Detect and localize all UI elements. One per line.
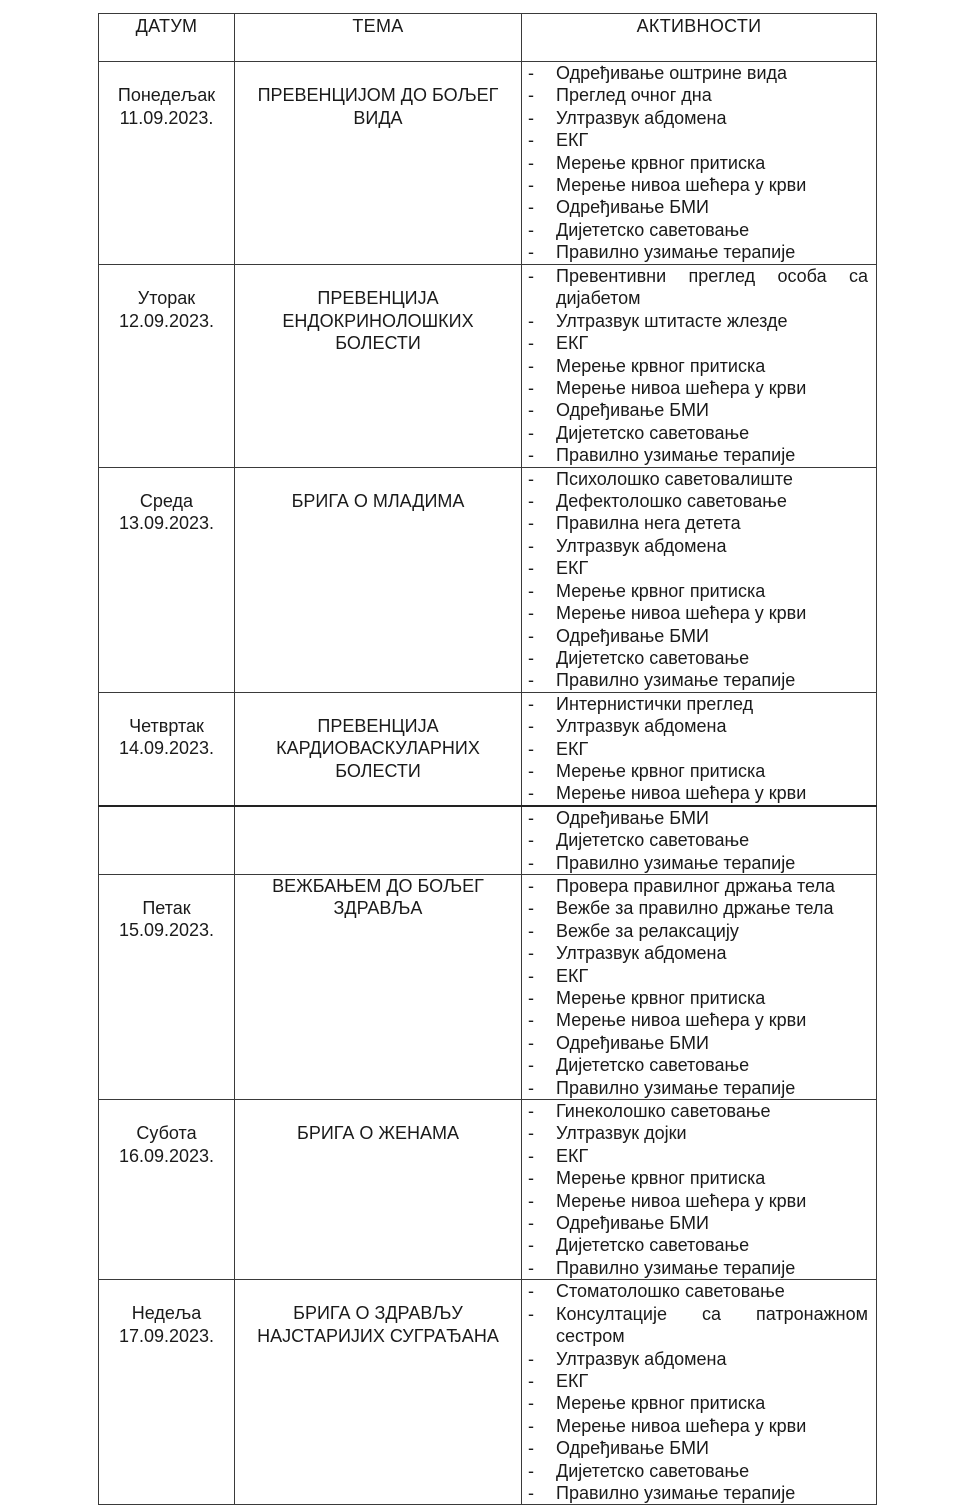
activity-text: Дијететско саветовање bbox=[556, 219, 750, 240]
activity-item bbox=[526, 512, 868, 534]
date-value: 16.09.2023. bbox=[118, 1145, 215, 1166]
activity-item bbox=[526, 987, 868, 1009]
bullet-dash: - bbox=[528, 1055, 534, 1076]
schedule-row bbox=[99, 1100, 877, 1280]
activity-text: Дефектолошко саветовање bbox=[556, 491, 787, 512]
bullet-dash: - bbox=[528, 558, 534, 579]
bullet-dash: - bbox=[528, 783, 534, 804]
bullet-dash: - bbox=[528, 920, 534, 941]
activity-item bbox=[526, 715, 868, 737]
activity-text: Одређивање БМИ bbox=[556, 1438, 709, 1459]
theme-title bbox=[235, 807, 521, 829]
activity-item bbox=[526, 422, 868, 444]
activity-text: Ултразвук абдомена bbox=[556, 107, 727, 128]
activity-item bbox=[526, 965, 868, 987]
activity-text: Одређивање БМИ bbox=[556, 1213, 709, 1234]
bullet-dash: - bbox=[528, 266, 534, 286]
activity-item bbox=[526, 829, 868, 851]
activity-item bbox=[526, 1009, 868, 1031]
activity-text: Одређивање БМИ bbox=[556, 1032, 709, 1053]
bullet-dash: - bbox=[528, 603, 534, 624]
bullet-dash: - bbox=[528, 535, 534, 556]
header-activities: АКТИВНОСТИ bbox=[522, 14, 877, 62]
bullet-dash: - bbox=[528, 830, 534, 851]
bullet-dash: - bbox=[528, 943, 534, 964]
bullet-dash: - bbox=[528, 1032, 534, 1053]
bullet-dash: - bbox=[528, 875, 534, 896]
bullet-dash: - bbox=[528, 422, 534, 443]
activity-item bbox=[526, 265, 868, 310]
activities-cell bbox=[522, 1100, 877, 1280]
activity-item bbox=[526, 602, 868, 624]
bullet-dash: - bbox=[528, 716, 534, 737]
bullet-dash: - bbox=[528, 1460, 534, 1481]
bullet-dash: - bbox=[528, 491, 534, 512]
day-name: Понедељак bbox=[117, 85, 216, 105]
schedule-row bbox=[99, 692, 877, 806]
bullet-dash: - bbox=[528, 580, 534, 601]
bullet-dash: - bbox=[528, 1438, 534, 1459]
activity-text: Мерење крвног притиска bbox=[556, 760, 766, 781]
activity-item bbox=[526, 444, 868, 466]
date-value: 15.09.2023. bbox=[118, 920, 215, 941]
schedule-body bbox=[99, 62, 877, 1505]
activity-item bbox=[526, 468, 868, 490]
activity-text: Дијететско саветовање bbox=[556, 1055, 750, 1076]
activity-text: ЕКГ bbox=[556, 965, 589, 986]
activity-text: Стоматолошко саветовање bbox=[556, 1281, 785, 1302]
activity-item bbox=[526, 1077, 868, 1099]
date-value: 12.09.2023. bbox=[118, 310, 215, 331]
activities-list bbox=[526, 62, 868, 264]
theme-title: БРИГА О МЛАДИМА bbox=[291, 490, 465, 511]
theme-title: ВЕЖБАЊЕМ ДО БОЉЕГ ЗДРАВЉА bbox=[272, 875, 484, 919]
activity-text: Вежбе за правилно држање тела bbox=[556, 898, 834, 919]
activity-item bbox=[526, 1460, 868, 1482]
activity-text: Мерење нивоа шећера у крви bbox=[556, 1190, 807, 1211]
activity-item bbox=[526, 535, 868, 557]
activity-item bbox=[526, 399, 868, 421]
activity-item bbox=[526, 557, 868, 579]
activity-item bbox=[526, 920, 868, 942]
bullet-dash: - bbox=[528, 152, 534, 173]
activity-text: Вежбе за релаксацију bbox=[556, 920, 739, 941]
schedule-row bbox=[99, 806, 877, 875]
activity-text: Гинеколошко саветовање bbox=[556, 1101, 771, 1122]
date-value: 11.09.2023. bbox=[119, 107, 214, 128]
activity-text: Одређивање оштрине вида bbox=[556, 63, 788, 83]
activity-text: Провера правилног држања тела bbox=[556, 875, 835, 896]
activities-cell bbox=[522, 265, 877, 468]
activity-text: Мерење крвног притиска bbox=[556, 580, 766, 601]
date-cell bbox=[99, 806, 235, 875]
theme-cell bbox=[235, 467, 522, 692]
date-cell bbox=[99, 874, 235, 1099]
bullet-dash: - bbox=[528, 1101, 534, 1122]
bullet-dash: - bbox=[528, 445, 534, 466]
activity-item bbox=[526, 1234, 868, 1256]
date-value: 14.09.2023. bbox=[118, 738, 215, 759]
bullet-dash: - bbox=[528, 1415, 534, 1436]
activity-text: Ултразвук абдомена bbox=[556, 1348, 727, 1369]
date-cell bbox=[99, 265, 235, 468]
bullet-dash: - bbox=[528, 1257, 534, 1278]
day-name: Четвртак bbox=[129, 715, 204, 736]
theme-title: БРИГА О ЗДРАВЉУ НАЈСТАРИЈИХ СУГРАЂАНА bbox=[257, 1303, 499, 1346]
activity-text: Мерење нивоа шећера у крви bbox=[556, 1415, 807, 1436]
bullet-dash: - bbox=[528, 647, 534, 668]
bullet-dash: - bbox=[528, 1010, 534, 1031]
theme-cell bbox=[235, 1100, 522, 1280]
date-cell bbox=[99, 62, 235, 265]
activities-list bbox=[526, 875, 868, 1099]
bullet-dash: - bbox=[528, 378, 534, 399]
activity-text: Одређивање БМИ bbox=[556, 400, 709, 421]
bullet-dash: - bbox=[528, 310, 534, 331]
date-cell bbox=[99, 467, 235, 692]
activity-item bbox=[526, 1212, 868, 1234]
bullet-dash: - bbox=[528, 898, 534, 919]
bullet-dash: - bbox=[528, 988, 534, 1008]
activity-item bbox=[526, 1054, 868, 1076]
activity-item bbox=[526, 693, 868, 715]
activity-item bbox=[526, 942, 868, 964]
activity-text: Преглед очног дна bbox=[556, 85, 712, 106]
bullet-dash: - bbox=[528, 85, 534, 106]
activity-text: Мерење нивоа шећера у крви bbox=[556, 378, 807, 399]
activity-text: Мерење крвног притиска bbox=[556, 988, 766, 1008]
activity-item bbox=[526, 1190, 868, 1212]
schedule-row bbox=[99, 467, 877, 692]
activity-text: Дијететско саветовање bbox=[556, 1235, 750, 1256]
bullet-dash: - bbox=[528, 1393, 534, 1414]
bullet-dash: - bbox=[528, 400, 534, 421]
activity-item bbox=[526, 152, 868, 174]
activity-text: ЕКГ bbox=[556, 558, 589, 579]
activity-text: Мерење крвног притиска bbox=[556, 355, 766, 376]
activity-item bbox=[526, 897, 868, 919]
activity-text: Правилно узимање терапије bbox=[556, 242, 796, 263]
activity-item bbox=[526, 310, 868, 332]
bullet-dash: - bbox=[528, 1370, 534, 1391]
activity-item bbox=[526, 580, 868, 602]
bullet-dash: - bbox=[528, 670, 534, 691]
bullet-dash: - bbox=[528, 1077, 534, 1098]
bullet-dash: - bbox=[528, 738, 534, 759]
activity-text: Правилно узимање терапије bbox=[556, 670, 796, 691]
bullet-dash: - bbox=[528, 965, 534, 986]
bullet-dash: - bbox=[528, 130, 534, 151]
bullet-dash: - bbox=[528, 1190, 534, 1211]
activities-cell bbox=[522, 874, 877, 1099]
activity-text: ЕКГ bbox=[556, 1145, 589, 1166]
activity-item bbox=[526, 1032, 868, 1054]
activities-cell bbox=[522, 1280, 877, 1505]
activities-list bbox=[526, 1280, 868, 1504]
header-date: ДАТУМ bbox=[99, 14, 235, 62]
bullet-dash: - bbox=[528, 242, 534, 263]
theme-cell bbox=[235, 692, 522, 806]
activity-text: Мерење крвног притиска bbox=[556, 1393, 766, 1414]
activity-text: Дијететско саветовање bbox=[556, 1460, 750, 1481]
activity-item bbox=[526, 219, 868, 241]
activity-text: Дијететско саветовање bbox=[556, 647, 750, 668]
activity-item bbox=[526, 241, 868, 263]
activity-text: Ултразвук дојки bbox=[556, 1123, 687, 1144]
activity-item bbox=[526, 129, 868, 151]
day-name: Субота bbox=[136, 1123, 197, 1144]
bullet-dash: - bbox=[528, 197, 534, 218]
bullet-dash: - bbox=[528, 693, 534, 714]
activity-item bbox=[526, 490, 868, 512]
activity-item bbox=[526, 196, 868, 218]
day-name: Среда bbox=[139, 490, 194, 511]
bullet-dash: - bbox=[528, 760, 534, 781]
bullet-dash: - bbox=[528, 355, 534, 376]
activity-text: Ултразвук штитасте жлезде bbox=[556, 310, 788, 331]
activity-text: Ултразвук абдомена bbox=[556, 535, 727, 556]
activity-item bbox=[526, 1167, 868, 1189]
bullet-dash: - bbox=[528, 1303, 534, 1324]
activity-item bbox=[526, 738, 868, 760]
activity-item bbox=[526, 1437, 868, 1459]
activity-item bbox=[526, 107, 868, 129]
bullet-dash: - bbox=[528, 1281, 534, 1302]
activity-item bbox=[526, 760, 868, 782]
activity-text: Ултразвук абдомена bbox=[556, 716, 727, 737]
date-cell bbox=[99, 1280, 235, 1505]
bullet-dash: - bbox=[528, 1482, 534, 1503]
activity-item bbox=[526, 1257, 868, 1279]
activity-text: Одређивање БМИ bbox=[556, 807, 709, 828]
activity-text: Консултације са патронажном сестром bbox=[556, 1303, 868, 1347]
activity-item bbox=[526, 332, 868, 354]
activity-item bbox=[526, 1280, 868, 1302]
day-name: Петак bbox=[142, 897, 191, 918]
schedule-row bbox=[99, 265, 877, 468]
date-cell bbox=[99, 692, 235, 806]
activities-cell bbox=[522, 692, 877, 806]
activity-item bbox=[526, 625, 868, 647]
activity-text: Мерење нивоа шећера у крви bbox=[556, 1010, 807, 1031]
bullet-dash: - bbox=[528, 333, 534, 354]
bullet-dash: - bbox=[528, 468, 534, 489]
activity-text: Мерење крвног притиска bbox=[556, 1168, 766, 1189]
activity-text: ЕКГ bbox=[556, 1370, 589, 1391]
activity-item bbox=[526, 1415, 868, 1437]
theme-cell bbox=[235, 62, 522, 265]
activity-text: Превентивни преглед особа са дијабетом bbox=[556, 266, 868, 309]
bullet-dash: - bbox=[528, 807, 534, 828]
schedule-row bbox=[99, 874, 877, 1099]
date-value: 13.09.2023. bbox=[118, 513, 215, 534]
bullet-dash: - bbox=[528, 1235, 534, 1256]
activity-text: Психолошко саветовалиште bbox=[556, 468, 793, 489]
theme-title: БРИГА О ЖЕНАМА bbox=[297, 1123, 459, 1144]
activities-cell bbox=[522, 62, 877, 265]
bullet-dash: - bbox=[528, 63, 534, 83]
activity-text: Правилно узимање терапије bbox=[556, 1077, 796, 1098]
activity-item bbox=[526, 1348, 868, 1370]
activity-item bbox=[526, 807, 868, 829]
date-value: 17.09.2023. bbox=[118, 1325, 215, 1346]
theme-cell bbox=[235, 1280, 522, 1505]
activities-list bbox=[526, 468, 868, 692]
activity-text: Одређивање БМИ bbox=[556, 625, 709, 646]
activity-text: ЕКГ bbox=[556, 738, 589, 759]
bullet-dash: - bbox=[528, 852, 534, 873]
activity-text: ЕКГ bbox=[556, 130, 589, 151]
activity-text: Правилно узимање терапије bbox=[556, 852, 796, 873]
activity-item bbox=[526, 669, 868, 691]
activity-item bbox=[526, 84, 868, 106]
activity-text: Правилно узимање терапије bbox=[556, 445, 796, 466]
activity-item bbox=[526, 1392, 868, 1414]
bullet-dash: - bbox=[528, 625, 534, 646]
activity-text: Правилно узимање терапије bbox=[556, 1482, 796, 1503]
activity-text: Правилна нега детета bbox=[556, 513, 741, 534]
activities-list bbox=[526, 265, 868, 467]
activity-item bbox=[526, 62, 868, 84]
activity-item bbox=[526, 1370, 868, 1392]
activity-item bbox=[526, 1145, 868, 1167]
bullet-dash: - bbox=[528, 1348, 534, 1369]
activity-item bbox=[526, 782, 868, 804]
activities-cell bbox=[522, 467, 877, 692]
activity-text: Дијететско саветовање bbox=[556, 422, 750, 443]
activity-text: Мерење нивоа шећера у крви bbox=[556, 783, 807, 804]
activity-text: Интернистички преглед bbox=[556, 693, 754, 714]
activity-text: Ултразвук абдомена bbox=[556, 943, 727, 964]
activity-item bbox=[526, 1482, 868, 1504]
activity-text: Мерење нивоа шећера у крви bbox=[556, 175, 807, 196]
activity-item bbox=[526, 875, 868, 897]
activity-text: Мерење нивоа шећера у крви bbox=[556, 603, 807, 624]
bullet-dash: - bbox=[528, 1213, 534, 1234]
activity-item bbox=[526, 355, 868, 377]
header-row bbox=[99, 14, 877, 62]
activities-list bbox=[526, 693, 868, 805]
bullet-dash: - bbox=[528, 175, 534, 196]
day-name: Недеља bbox=[131, 1303, 202, 1324]
day-name: Уторак bbox=[137, 288, 196, 308]
theme-cell bbox=[235, 265, 522, 468]
bullet-dash: - bbox=[528, 219, 534, 240]
schedule-row bbox=[99, 1280, 877, 1505]
bullet-dash: - bbox=[528, 513, 534, 534]
bullet-dash: - bbox=[528, 1168, 534, 1189]
activity-text: Дијететско саветовање bbox=[556, 830, 750, 851]
bullet-dash: - bbox=[528, 107, 534, 128]
activity-text: ЕКГ bbox=[556, 333, 589, 354]
bullet-dash: - bbox=[528, 1145, 534, 1166]
bullet-dash: - bbox=[528, 1123, 534, 1144]
activities-list bbox=[526, 807, 868, 874]
activity-item bbox=[526, 377, 868, 399]
theme-title: ПРЕВЕНЦИЈА КАРДИОВАСКУЛАРНИХ БОЛЕСТИ bbox=[276, 715, 480, 781]
theme-title: ПРЕВЕНЦИЈОМ ДО БОЉЕГ ВИДА bbox=[257, 85, 499, 128]
activity-item bbox=[526, 852, 868, 874]
activity-item bbox=[526, 174, 868, 196]
activity-item bbox=[526, 1100, 868, 1122]
theme-cell bbox=[235, 806, 522, 875]
activities-cell bbox=[522, 806, 877, 875]
schedule-row bbox=[99, 62, 877, 265]
activity-text: Одређивање БМИ bbox=[556, 197, 709, 218]
activity-item bbox=[526, 1303, 868, 1348]
schedule-table bbox=[98, 13, 877, 1505]
activity-text: Правилно узимање терапије bbox=[556, 1257, 796, 1278]
activity-text: Мерење крвног притиска bbox=[556, 152, 766, 173]
date-cell bbox=[99, 1100, 235, 1280]
activity-item bbox=[526, 1122, 868, 1144]
theme-title: ПРЕВЕНЦИЈА ЕНДОКРИНОЛОШКИХ БОЛЕСТИ bbox=[282, 288, 474, 353]
activities-list bbox=[526, 1100, 868, 1279]
header-theme: ТЕМА bbox=[235, 14, 522, 62]
theme-cell bbox=[235, 874, 522, 1099]
activity-item bbox=[526, 647, 868, 669]
